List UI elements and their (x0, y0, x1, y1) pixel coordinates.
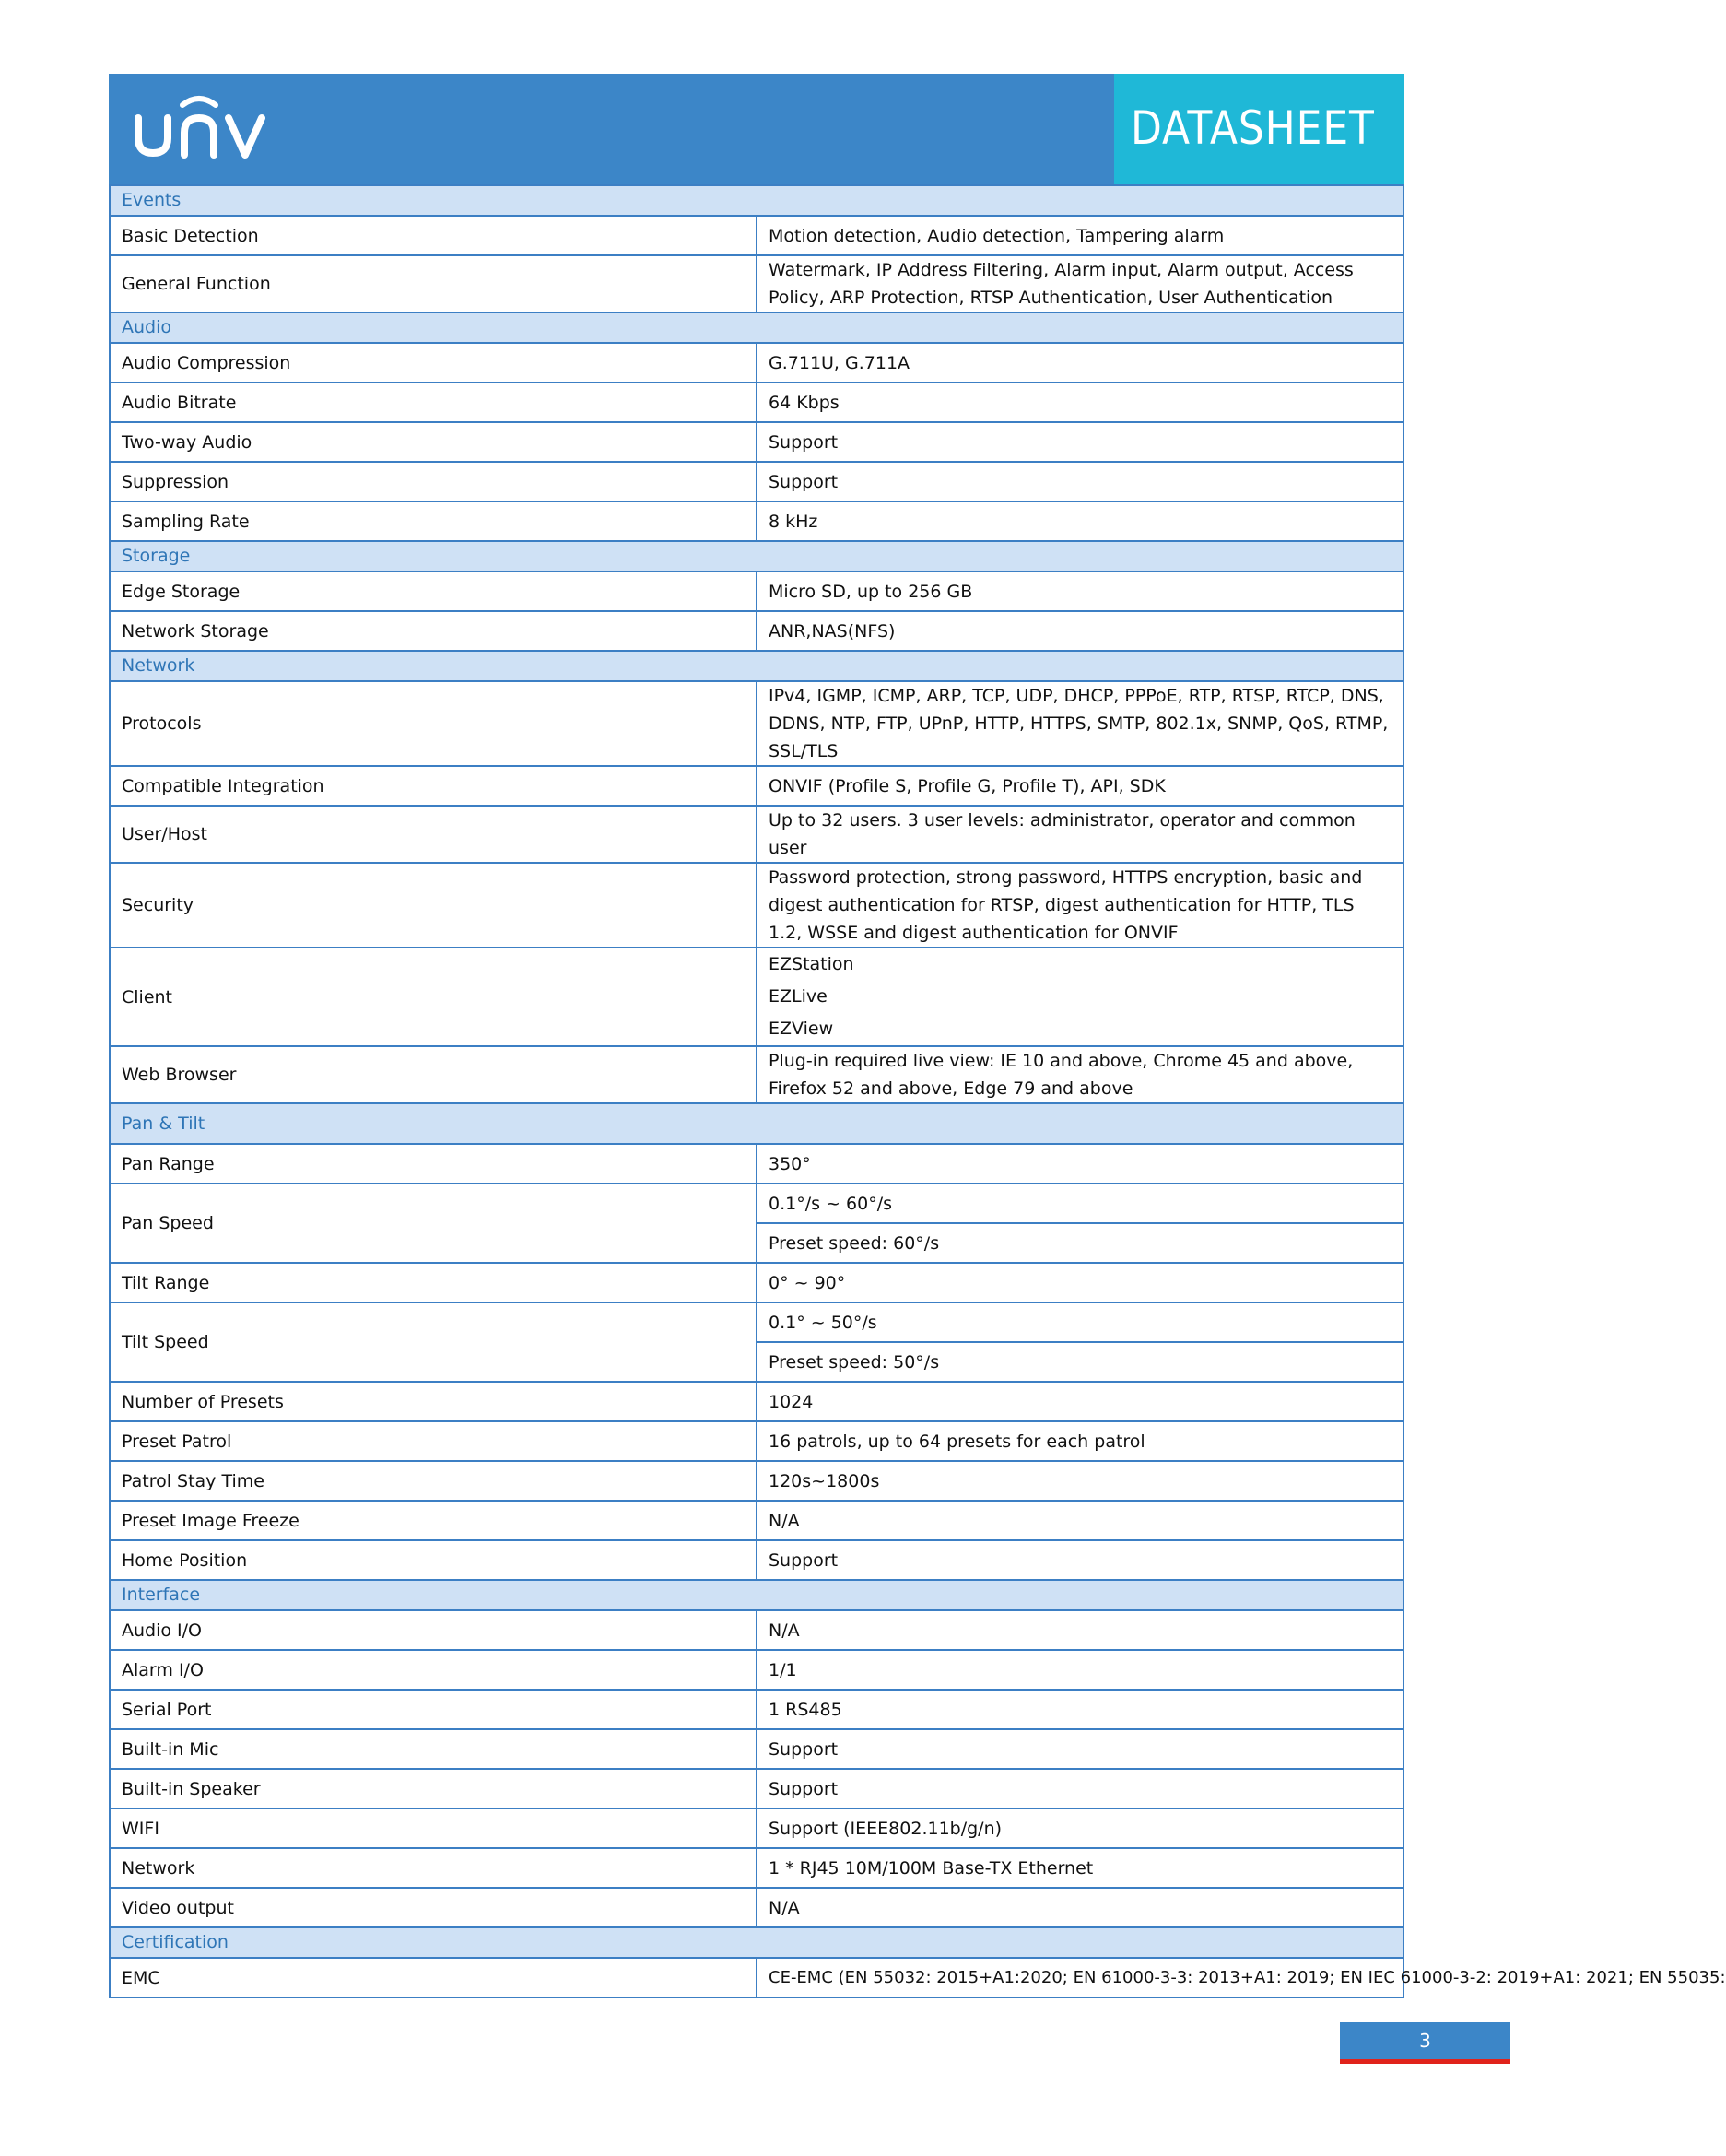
spec-value: Support (757, 1729, 1403, 1769)
spec-key: Preset Patrol (110, 1421, 757, 1461)
spec-row (110, 1690, 1403, 1729)
spec-key: Pan Range (110, 1144, 757, 1184)
spec-row (110, 383, 1403, 422)
unv-logo (135, 85, 273, 159)
section-title: Network (110, 651, 1403, 681)
spec-key: Protocols (110, 681, 757, 766)
section-title: Interface (110, 1580, 1403, 1610)
section-title: Pan & Tilt (110, 1103, 1403, 1144)
spec-row (110, 255, 1403, 312)
spec-key: EMC (110, 1958, 757, 1997)
spec-row (110, 1610, 1403, 1650)
spec-value: Up to 32 users. 3 user levels: administrator, operator and common user (757, 806, 1403, 863)
spec-row (110, 948, 1403, 1046)
spec-key: Sampling Rate (110, 501, 757, 541)
section-title: Certification (110, 1927, 1403, 1958)
spec-row (110, 1263, 1403, 1302)
spec-key: Built-in Speaker (110, 1769, 757, 1808)
section-title: Audio (110, 312, 1403, 343)
spec-key: Pan Speed (110, 1184, 757, 1263)
datasheet-label: DATASHEET (1131, 101, 1375, 155)
spec-value: Preset speed: 60°/s (757, 1223, 1403, 1263)
spec-value: CE-EMC (EN 55032: 2015+A1:2020; EN 61000-3-3: 2013+A1: 2019; EN IEC 61000-3-2: 2019+A1: 2021; EN 55035: (757, 1958, 1403, 1997)
spec-row (110, 422, 1403, 462)
spec-value: 0° ~ 90° (757, 1263, 1403, 1302)
section-certification (110, 1927, 1403, 1958)
spec-value: 1024 (757, 1382, 1403, 1421)
spec-row (110, 1808, 1403, 1848)
datasheet-label-box (1114, 74, 1404, 184)
spec-value: Password protection, strong password, HTTPS encryption, basic and digest authentication for RTSP, digest authentication for HTTP, TLS 1.2, WSSE and digest authentication for ONVIF (757, 863, 1403, 948)
spec-value: 8 kHz (757, 501, 1403, 541)
spec-key: Tilt Range (110, 1263, 757, 1302)
spec-row (110, 1540, 1403, 1580)
spec-row (110, 1184, 1403, 1223)
spec-key: Serial Port (110, 1690, 757, 1729)
section-network (110, 651, 1403, 681)
spec-value: Support (757, 1769, 1403, 1808)
spec-key: Video output (110, 1888, 757, 1927)
spec-value: N/A (757, 1501, 1403, 1540)
spec-key: WIFI (110, 1808, 757, 1848)
spec-value: 0.1° ~ 50°/s (757, 1302, 1403, 1342)
spec-value: Support (IEEE802.11b/g/n) (757, 1808, 1403, 1848)
spec-key: Compatible Integration (110, 766, 757, 806)
spec-value: Preset speed: 50°/s (757, 1342, 1403, 1382)
spec-value: 1 * RJ45 10M/100M Base-TX Ethernet (757, 1848, 1403, 1888)
spec-row (110, 863, 1403, 948)
spec-key: General Function (110, 255, 757, 312)
section-audio (110, 312, 1403, 343)
spec-value: Support (757, 422, 1403, 462)
spec-row (110, 462, 1403, 501)
spec-row (110, 1421, 1403, 1461)
spec-row (110, 1729, 1403, 1769)
spec-key: Client (110, 948, 757, 1046)
spec-row (110, 571, 1403, 611)
client-item: EZLive (769, 986, 828, 1007)
spec-table (109, 184, 1726, 1998)
spec-value (757, 948, 1403, 1046)
client-item: EZView (769, 1019, 834, 1039)
spec-key: User/Host (110, 806, 757, 863)
spec-key: Home Position (110, 1540, 757, 1580)
spec-row (110, 1144, 1403, 1184)
spec-value: 1/1 (757, 1650, 1403, 1690)
spec-row (110, 1769, 1403, 1808)
spec-value: IPv4, IGMP, ICMP, ARP, TCP, UDP, DHCP, PPPoE, RTP, RTSP, RTCP, DNS, DDNS, NTP, FTP, UPnP, HTTP, HTTPS, SMTP, 802.1x, SNMP, QoS, RTMP, SSL/TLS (757, 681, 1403, 766)
page-number: 3 (1340, 2022, 1510, 2064)
section-events (110, 185, 1403, 216)
spec-value: Support (757, 462, 1403, 501)
spec-value: ONVIF (Profile S, Profile G, Profile T), API, SDK (757, 766, 1403, 806)
spec-key: Security (110, 863, 757, 948)
section-storage (110, 541, 1403, 571)
spec-value: N/A (757, 1610, 1403, 1650)
spec-row (110, 806, 1403, 863)
spec-row (110, 1888, 1403, 1927)
spec-key: Suppression (110, 462, 757, 501)
spec-key: Network (110, 1848, 757, 1888)
spec-value: Micro SD, up to 256 GB (757, 571, 1403, 611)
spec-key: Number of Presets (110, 1382, 757, 1421)
spec-row (110, 343, 1403, 383)
spec-row (110, 1650, 1403, 1690)
spec-key: Basic Detection (110, 216, 757, 255)
spec-key: Audio Bitrate (110, 383, 757, 422)
spec-value: N/A (757, 1888, 1403, 1927)
section-title: Events (110, 185, 1403, 216)
spec-value: 120s~1800s (757, 1461, 1403, 1501)
spec-row (110, 1958, 1403, 1997)
spec-value: ANR,NAS(NFS) (757, 611, 1403, 651)
spec-value: Watermark, IP Address Filtering, Alarm input, Alarm output, Access Policy, ARP Protection, RTSP Authentication, User Authentication (757, 255, 1403, 312)
spec-value: 1 RS485 (757, 1690, 1403, 1729)
spec-row (110, 1046, 1403, 1103)
spec-row (110, 681, 1403, 766)
spec-row (110, 1302, 1403, 1342)
client-item: EZStation (769, 954, 854, 974)
spec-key: Edge Storage (110, 571, 757, 611)
spec-row (110, 611, 1403, 651)
spec-key: Tilt Speed (110, 1302, 757, 1382)
section-title: Storage (110, 541, 1403, 571)
spec-row (110, 1848, 1403, 1888)
spec-row (110, 216, 1403, 255)
page-header (109, 74, 1404, 184)
spec-key: Network Storage (110, 611, 757, 651)
spec-key: Audio Compression (110, 343, 757, 383)
spec-key: Alarm I/O (110, 1650, 757, 1690)
spec-row (110, 501, 1403, 541)
section-pan-tilt (110, 1103, 1403, 1144)
spec-value: 0.1°/s ~ 60°/s (757, 1184, 1403, 1223)
spec-key: Patrol Stay Time (110, 1461, 757, 1501)
spec-value: G.711U, G.711A (757, 343, 1403, 383)
spec-key: Built-in Mic (110, 1729, 757, 1769)
spec-value: 16 patrols, up to 64 presets for each patrol (757, 1421, 1403, 1461)
spec-value: Plug-in required live view: IE 10 and above, Chrome 45 and above, Firefox 52 and above, Edge 79 and above (757, 1046, 1403, 1103)
spec-key: Two-way Audio (110, 422, 757, 462)
section-interface (110, 1580, 1403, 1610)
spec-value: Motion detection, Audio detection, Tampering alarm (757, 216, 1403, 255)
spec-value: 64 Kbps (757, 383, 1403, 422)
spec-key: Web Browser (110, 1046, 757, 1103)
spec-key: Audio I/O (110, 1610, 757, 1650)
spec-key: Preset Image Freeze (110, 1501, 757, 1540)
spec-row (110, 766, 1403, 806)
spec-value: Support (757, 1540, 1403, 1580)
spec-row (110, 1501, 1403, 1540)
spec-row (110, 1461, 1403, 1501)
spec-value: 350° (757, 1144, 1403, 1184)
spec-row (110, 1382, 1403, 1421)
